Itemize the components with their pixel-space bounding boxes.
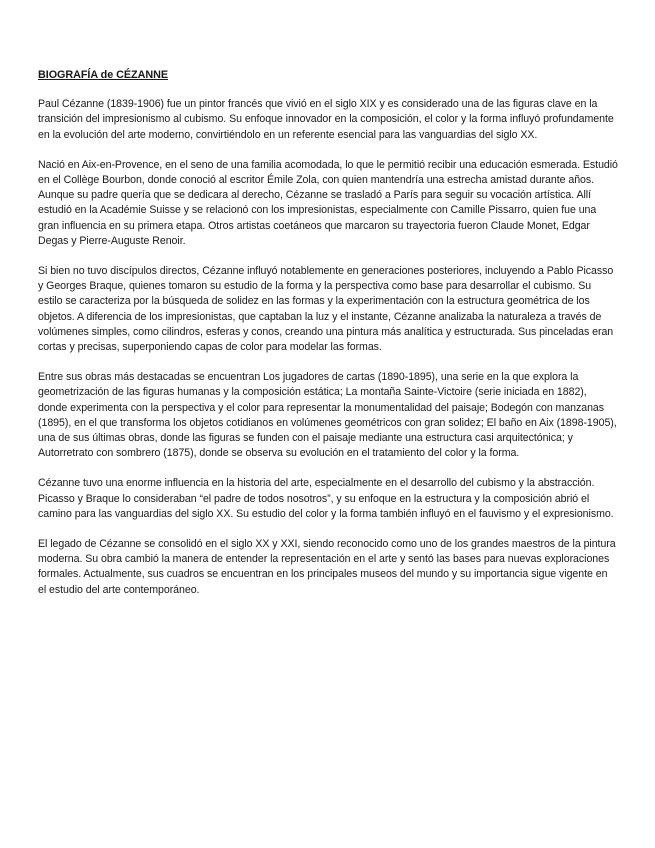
paragraph-influence-style: Si bien no tuvo discípulos directos, Cézanne influyó notablemente en generaciones posteriores, incluyendo a Pablo Picasso y Georges Braque, quienes tomaron su estudio de la forma y la perspectiva como base para desarrollar el cubismo. Su estilo se caracteriza por la búsqueda de solidez en las formas y la experimentación con la estructura geométrica de los objetos. A diferencia de los impresionistas, que captaban la luz y el instante, Cézanne analizaba la naturaleza a través de volúmenes simples, como cilindros, esferas y conos, creando una pintura más analítica y estructurada. Sus pinceladas eran cortas y precisas, superponiendo capas de color para modelar las formas.	[38, 265, 614, 354]
paragraph-early-life: Nació en Aix-en-Provence, en el seno de una familia acomodada, lo que le permitió recibir una educación esmerada. Estudió en el Collège Bourbon, donde conoció al escritor Émile Zola, con quien mantendría una estrecha amistad durante años. Aunque su padre quería que se dedicara al derecho, Cézanne se trasladó a París para seguir su vocación artística. Allí estudió en la Académie Suisse y se relacionó con los impresionistas, especialmente con Camille Pissarro, quien fue una gran influencia en su primera etapa. Otros artistas coetáneos que marcaron su trayectoria fueron Claude Monet, Edgar Degas y Pierre-Auguste Renoir.	[38, 158, 618, 247]
paragraph-legacy: El legado de Cézanne se consolidó en el siglo XX y XXI, siendo reconocido como uno de los grandes maestros de la pintura moderna. Su obra cambió la manera de entender la representación en el arte y sentó las bases para nuevas exploraciones formales. Actualmente, sus cuadros se encuentran en los principales museos del mundo y su importancia sigue vigente en el estudio del arte contemporáneo.	[38, 538, 616, 596]
paragraph-intro: Paul Cézanne (1839-1906) fue un pintor francés que vivió en el siglo XIX y es considerado una de las figuras clave en la transición del impresionismo al cubismo. Su enfoque innovador en la composición, el color y la forma influyó profundamente en la evolución del arte moderno, convirtiéndolo en un referente esencial para las vanguardias del siglo XX.	[38, 98, 614, 141]
paragraph-notable-works: Entre sus obras más destacadas se encuentran Los jugadores de cartas (1890-1895), una serie en la que explora la geometrización de las figuras humanas y la composición estática; La montaña Sainte-Victoire (serie iniciada en 1882), donde experimenta con la perspectiva y el color para representar la monumentalidad del paisaje; Bodegón con manzanas (1895), en el que transforma los objetos cotidianos en volúmenes geométricos con gran solidez; El baño en Aix (1898-1905), una de sus últimas obras, donde las figuras se funden con el paisaje mediante una estructura casi arquitectónica; y Autorretrato con sombrero (1875), donde se observa su evolución en el tratamiento del color y la forma.	[38, 371, 617, 460]
paragraph-art-history-impact: Cézanne tuvo una enorme influencia en la historia del arte, especialmente en el desarrollo del cubismo y la abstracción. Picasso y Braque lo consideraban “el padre de todos nosotros”, y su enfoque en la estructura y la composición abrió el camino para las vanguardias del siglo XX. Su estudio del color y la forma también influyó en el fauvismo y el expresionismo.	[38, 477, 614, 520]
document-page	[38, 68, 618, 613]
document-title: BIOGRAFÍA de CÉZANNE	[38, 69, 168, 81]
